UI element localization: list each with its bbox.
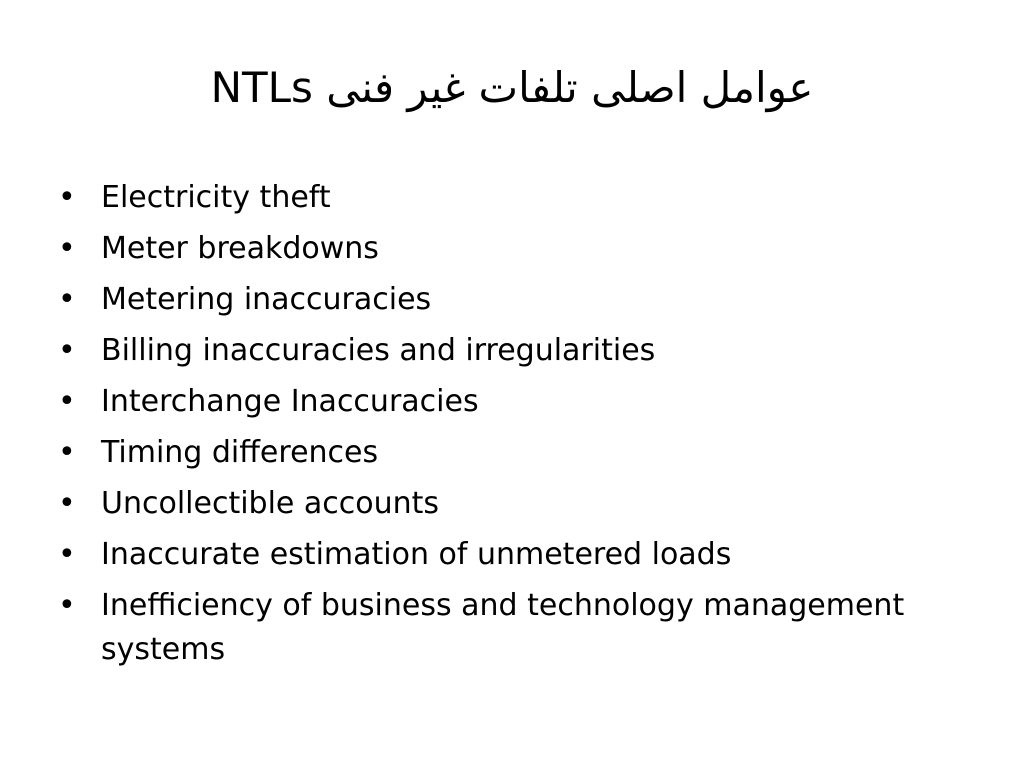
bullet-icon: •: [58, 333, 76, 368]
bullet-text: Meter breakdowns: [101, 231, 379, 266]
list-item: [58, 329, 958, 373]
bullet-icon: •: [58, 282, 76, 317]
list-item: [58, 380, 958, 424]
bullet-text: Inefficiency of business and technology management systems: [101, 588, 905, 667]
bullet-icon: •: [58, 537, 76, 572]
bullet-icon: •: [58, 435, 76, 470]
bullet-text: Metering inaccuracies: [101, 282, 432, 317]
list-item: [58, 533, 958, 577]
bullet-text: Uncollectible accounts: [101, 486, 440, 521]
bullet-text: Interchange Inaccuracies: [101, 384, 479, 419]
bullet-text: Electricity theft: [101, 180, 331, 215]
bullet-icon: •: [58, 231, 76, 266]
slide-title: عوامل اصلی تلفات غیر فنی NTLs: [210, 63, 814, 112]
list-item: [58, 227, 958, 271]
bullet-text: Inaccurate estimation of unmetered loads: [101, 537, 732, 572]
list-item: [58, 431, 958, 475]
bullet-text: Billing inaccuracies and irregularities: [101, 333, 656, 368]
bullet-icon: •: [58, 384, 76, 419]
list-item: [58, 584, 958, 672]
bullet-text: Timing differences: [101, 435, 379, 470]
list-item: [58, 278, 958, 322]
bullet-icon: •: [58, 486, 76, 521]
bullet-icon: •: [58, 588, 76, 623]
list-item: [58, 176, 958, 220]
bullet-list: [58, 176, 958, 679]
bullet-icon: •: [58, 180, 76, 215]
list-item: [58, 482, 958, 526]
